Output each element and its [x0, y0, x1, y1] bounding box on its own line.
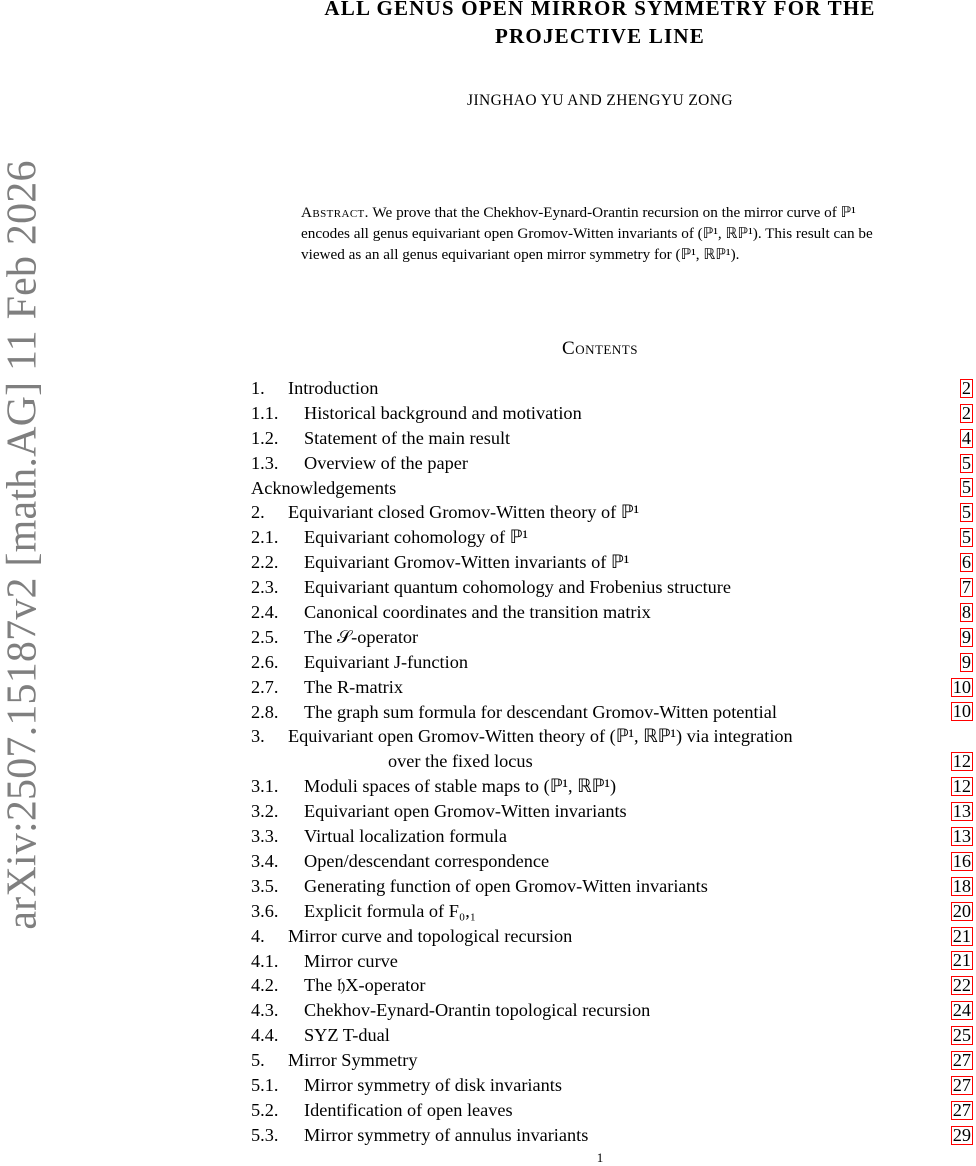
toc-entry[interactable]	[251, 625, 976, 650]
toc-entry-number: 1.1.	[251, 402, 279, 423]
toc-entry-number: 2.3.	[251, 577, 279, 598]
toc-page-link[interactable]: 25	[952, 1025, 971, 1046]
toc-page-link[interactable]: 4	[961, 427, 971, 448]
toc-entry-number: 4.	[251, 925, 265, 946]
toc-entry-number: 5.2.	[251, 1099, 279, 1120]
toc-entry-number: 5.1.	[251, 1074, 279, 1095]
arxiv-sidebar-stamp	[0, 160, 52, 930]
toc-entry[interactable]	[251, 724, 976, 774]
toc-page-link[interactable]: 5	[961, 502, 971, 523]
toc-entry[interactable]	[251, 675, 976, 700]
toc-entry-title: Overview of the paper	[304, 452, 468, 473]
toc-entry-title: The 𝒮-operator	[304, 626, 419, 647]
toc-entry[interactable]	[251, 1073, 976, 1098]
toc-entry-number: 4.1.	[251, 950, 279, 971]
toc-entry[interactable]	[251, 525, 976, 550]
toc-page-link[interactable]: 6	[961, 552, 971, 573]
toc-entry[interactable]	[251, 401, 976, 426]
toc-entry[interactable]	[251, 874, 976, 899]
toc-page-link[interactable]: 9	[961, 626, 971, 647]
toc-entry-title: The graph sum formula for descendant Gromov-Witten potential	[304, 701, 777, 722]
toc-entry-title: SYZ T-dual	[304, 1025, 390, 1046]
toc-page-link[interactable]: 22	[952, 975, 971, 996]
toc-entry-title: Explicit formula of F₀,₁	[304, 900, 477, 921]
toc-entry-number: 2.1.	[251, 527, 279, 548]
contents-heading: Contents	[562, 338, 638, 359]
toc-entry-title: Equivariant Gromov-Witten invariants of ℙ¹	[304, 552, 630, 573]
toc-entry-title: Equivariant open Gromov-Witten theory of (ℙ¹, ℝℙ¹) via integration	[288, 726, 793, 747]
toc-entry-number: 4.3.	[251, 1000, 279, 1021]
toc-entry-number: 4.2.	[251, 975, 279, 996]
toc-entry-title: Generating function of open Gromov-Witten invariants	[304, 875, 708, 896]
toc-entry-number: 1.3.	[251, 452, 279, 473]
toc-page-link[interactable]: 10	[952, 676, 971, 697]
toc-entry-number: 2.8.	[251, 701, 279, 722]
toc-entry[interactable]	[251, 500, 976, 525]
arxiv-identifier: arXiv:2507.15187v2 [math.AG] 11 Feb 2026	[0, 160, 47, 930]
toc-page-link[interactable]: 7	[961, 577, 971, 598]
toc-page-link[interactable]: 27	[952, 1074, 971, 1095]
toc-entry-number: 3.3.	[251, 826, 279, 847]
toc-entry-title: Mirror curve and topological recursion	[288, 925, 573, 946]
toc-page-link[interactable]: 20	[952, 900, 971, 921]
toc-entry-number: 2.7.	[251, 676, 279, 697]
toc-entry[interactable]	[251, 924, 976, 949]
toc-entry[interactable]	[251, 476, 976, 501]
toc-page-link[interactable]: 24	[952, 1000, 971, 1021]
toc-page-link[interactable]: 18	[952, 875, 971, 896]
toc-entry[interactable]	[251, 774, 976, 799]
toc-entry[interactable]	[251, 650, 976, 675]
paper-title-line2: PROJECTIVE LINE	[495, 24, 705, 48]
table-of-contents	[251, 376, 976, 1148]
toc-entry-title: Chekhov-Eynard-Orantin topological recursion	[304, 1000, 651, 1021]
authors: JINGHAO YU AND ZHENGYU ZONG	[467, 92, 733, 109]
toc-entry-number: 1.	[251, 378, 265, 398]
toc-page-link[interactable]: 27	[952, 1099, 971, 1120]
toc-entry-number: 3.4.	[251, 850, 279, 871]
toc-entry[interactable]	[251, 575, 976, 600]
toc-entry[interactable]	[251, 799, 976, 824]
toc-entry-title: Virtual localization formula	[304, 826, 507, 847]
toc-entry-number: 5.3.	[251, 1124, 279, 1145]
toc-entry-number: 2.5.	[251, 626, 279, 647]
toc-page-link[interactable]: 13	[952, 825, 971, 846]
toc-entry[interactable]	[251, 1048, 976, 1073]
abstract-text: We prove that the Chekhov-Eynard-Orantin recursion on the mirror curve of ℙ¹ encodes all genus equivariant open Gromov-Witten invariants of (ℙ¹, ℝℙ¹). This result can be viewed as an all genus equivariant open mirror symmetry for (ℙ¹, ℝℙ¹).	[301, 204, 873, 263]
toc-entry[interactable]	[251, 849, 976, 874]
toc-entry-title: Equivariant closed Gromov-Witten theory of ℙ¹	[288, 502, 640, 523]
toc-entry[interactable]	[251, 824, 976, 849]
toc-entry-title: Mirror symmetry of annulus invariants	[304, 1124, 589, 1145]
toc-entry-title: Mirror curve	[304, 950, 398, 971]
toc-entry-number: 2.2.	[251, 552, 279, 573]
toc-entry-title: Mirror Symmetry	[288, 1050, 418, 1071]
toc-entry-title: Historical background and motivation	[304, 402, 582, 423]
toc-entry-title: The 𝔥X-operator	[304, 975, 426, 996]
toc-entry[interactable]	[251, 550, 976, 575]
toc-entry-title-continued: over the fixed locus	[388, 751, 533, 772]
toc-entry-number: 3.2.	[251, 801, 279, 822]
toc-entry[interactable]	[251, 451, 976, 476]
toc-page-link[interactable]: 5	[961, 477, 971, 498]
toc-entry[interactable]	[251, 1023, 976, 1048]
toc-entry[interactable]	[251, 998, 976, 1023]
toc-page-link[interactable]: 16	[952, 850, 971, 871]
toc-entry-title: The R-matrix	[304, 676, 403, 697]
toc-entry[interactable]	[251, 949, 976, 974]
toc-page-link[interactable]: 5	[961, 452, 971, 473]
toc-entry[interactable]	[251, 1123, 976, 1148]
paper-title-line1: ALL GENUS OPEN MIRROR SYMMETRY FOR THE	[324, 0, 876, 20]
toc-entry-title: Identification of open leaves	[304, 1099, 513, 1120]
abstract-label: Abstract.	[301, 204, 369, 221]
toc-page-link[interactable]: 12	[952, 751, 971, 772]
toc-entry-number: 5.	[251, 1050, 265, 1071]
toc-entry-title: Introduction	[288, 378, 379, 398]
toc-page-link[interactable]: 10	[952, 701, 971, 722]
toc-entry-number: 3.	[251, 726, 265, 747]
toc-page-link[interactable]: 9	[961, 651, 971, 672]
toc-page-link[interactable]: 21	[952, 925, 971, 946]
toc-page-link[interactable]: 8	[961, 601, 971, 622]
abstract	[301, 202, 901, 265]
toc-entry[interactable]	[251, 1098, 976, 1123]
toc-page-link[interactable]: 29	[952, 1124, 971, 1145]
toc-page-link[interactable]: 5	[961, 527, 971, 548]
toc-page-link[interactable]: 13	[952, 801, 971, 822]
toc-page-link[interactable]: 2	[961, 377, 971, 398]
toc-entry[interactable]	[251, 700, 976, 725]
toc-entry-title: Equivariant J-function	[304, 651, 468, 672]
toc-entry-number: 1.2.	[251, 427, 279, 448]
toc-entry-title: Open/descendant correspondence	[304, 850, 550, 871]
toc-entry-title: Canonical coordinates and the transition matrix	[304, 602, 651, 623]
toc-entry-number: 2.	[251, 502, 265, 523]
toc-entry[interactable]	[251, 426, 976, 451]
toc-entry-number: 2.4.	[251, 602, 279, 623]
page-number: 1	[596, 1150, 604, 1165]
toc-entry-title: Statement of the main result	[304, 427, 511, 448]
toc-entry-title: Equivariant cohomology of ℙ¹	[304, 527, 528, 548]
toc-page-link[interactable]: 27	[952, 1049, 971, 1070]
toc-entry[interactable]	[251, 899, 976, 924]
toc-entry-title: Moduli spaces of stable maps to (ℙ¹, ℝℙ¹)	[304, 776, 617, 797]
toc-entry[interactable]	[251, 600, 976, 625]
toc-entry-number: 3.6.	[251, 900, 279, 921]
toc-entry[interactable]	[251, 376, 976, 401]
toc-entry[interactable]	[251, 973, 976, 998]
toc-entry-number: 2.6.	[251, 651, 279, 672]
toc-page-link[interactable]: 12	[952, 776, 971, 797]
toc-entry-title: Mirror symmetry of disk invariants	[304, 1074, 562, 1095]
toc-entry-number: 3.5.	[251, 875, 279, 896]
toc-entry-number: 3.1.	[251, 776, 279, 797]
toc-page-link[interactable]: 21	[952, 950, 971, 971]
toc-entry-title: Equivariant open Gromov-Witten invariants	[304, 801, 627, 822]
toc-entry-number: 4.4.	[251, 1025, 279, 1046]
toc-page-link[interactable]: 2	[961, 402, 971, 423]
toc-entry-title: Acknowledgements	[251, 477, 397, 498]
toc-entry-title: Equivariant quantum cohomology and Frobenius structure	[304, 577, 731, 598]
